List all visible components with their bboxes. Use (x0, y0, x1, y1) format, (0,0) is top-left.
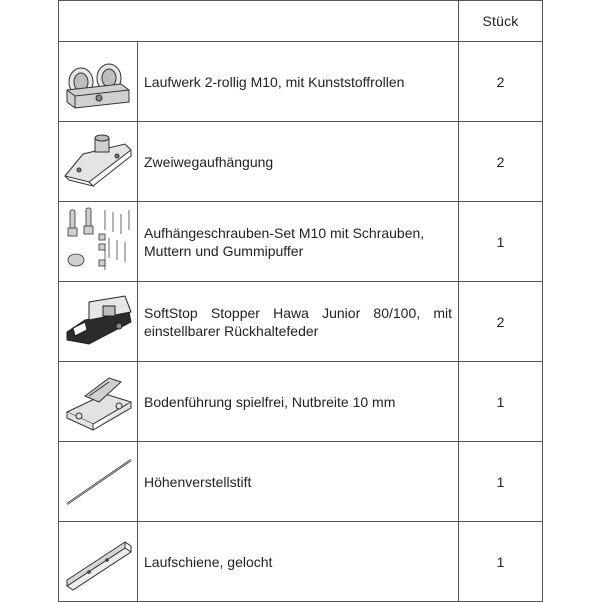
parts-table (58, 0, 543, 602)
table-row (59, 42, 543, 122)
item-description: SoftStop Stopper Hawa Junior 80/100, mit einstellbarer Rückhaltefeder (138, 282, 459, 362)
table-row (59, 282, 543, 362)
screw-set-icon (59, 202, 138, 281)
softstop-stopper-icon (59, 282, 138, 361)
header-item-cell (59, 1, 459, 42)
table-header-row (59, 1, 543, 42)
item-quantity: 1 (459, 522, 543, 602)
item-quantity: 1 (459, 202, 543, 282)
trolley-roller-icon (59, 42, 138, 121)
item-quantity: 2 (459, 42, 543, 122)
item-description: Laufschiene, gelocht (138, 522, 459, 602)
table-row (59, 202, 543, 282)
table-row (59, 522, 543, 602)
item-image-cell (59, 282, 138, 362)
item-image-cell (59, 42, 138, 122)
item-image-cell (59, 522, 138, 602)
item-image-cell (59, 202, 138, 282)
item-quantity: 1 (459, 442, 543, 522)
item-description: Aufhängeschrauben-Set M10 mit Schrauben, Muttern und Gummipuffer (138, 202, 459, 282)
item-quantity: 2 (459, 122, 543, 202)
item-quantity: 1 (459, 362, 543, 442)
item-description: Bodenführung spielfrei, Nutbreite 10 mm (138, 362, 459, 442)
table-row (59, 122, 543, 202)
item-image-cell (59, 122, 138, 202)
height-adjust-pin-icon (59, 442, 138, 521)
header-qty-cell: Stück (459, 1, 543, 42)
item-description: Zweiwegaufhängung (138, 122, 459, 202)
item-description: Laufwerk 2-rollig M10, mit Kunststoffrollen (138, 42, 459, 122)
item-image-cell (59, 442, 138, 522)
item-image-cell (59, 362, 138, 442)
parts-list (58, 0, 542, 600)
item-description: Höhenverstellstift (138, 442, 459, 522)
perforated-track-icon (59, 522, 138, 601)
table-row (59, 362, 543, 442)
table-row (59, 442, 543, 522)
item-quantity: 2 (459, 282, 543, 362)
two-way-hanger-icon (59, 122, 138, 201)
floor-guide-icon (59, 362, 138, 441)
